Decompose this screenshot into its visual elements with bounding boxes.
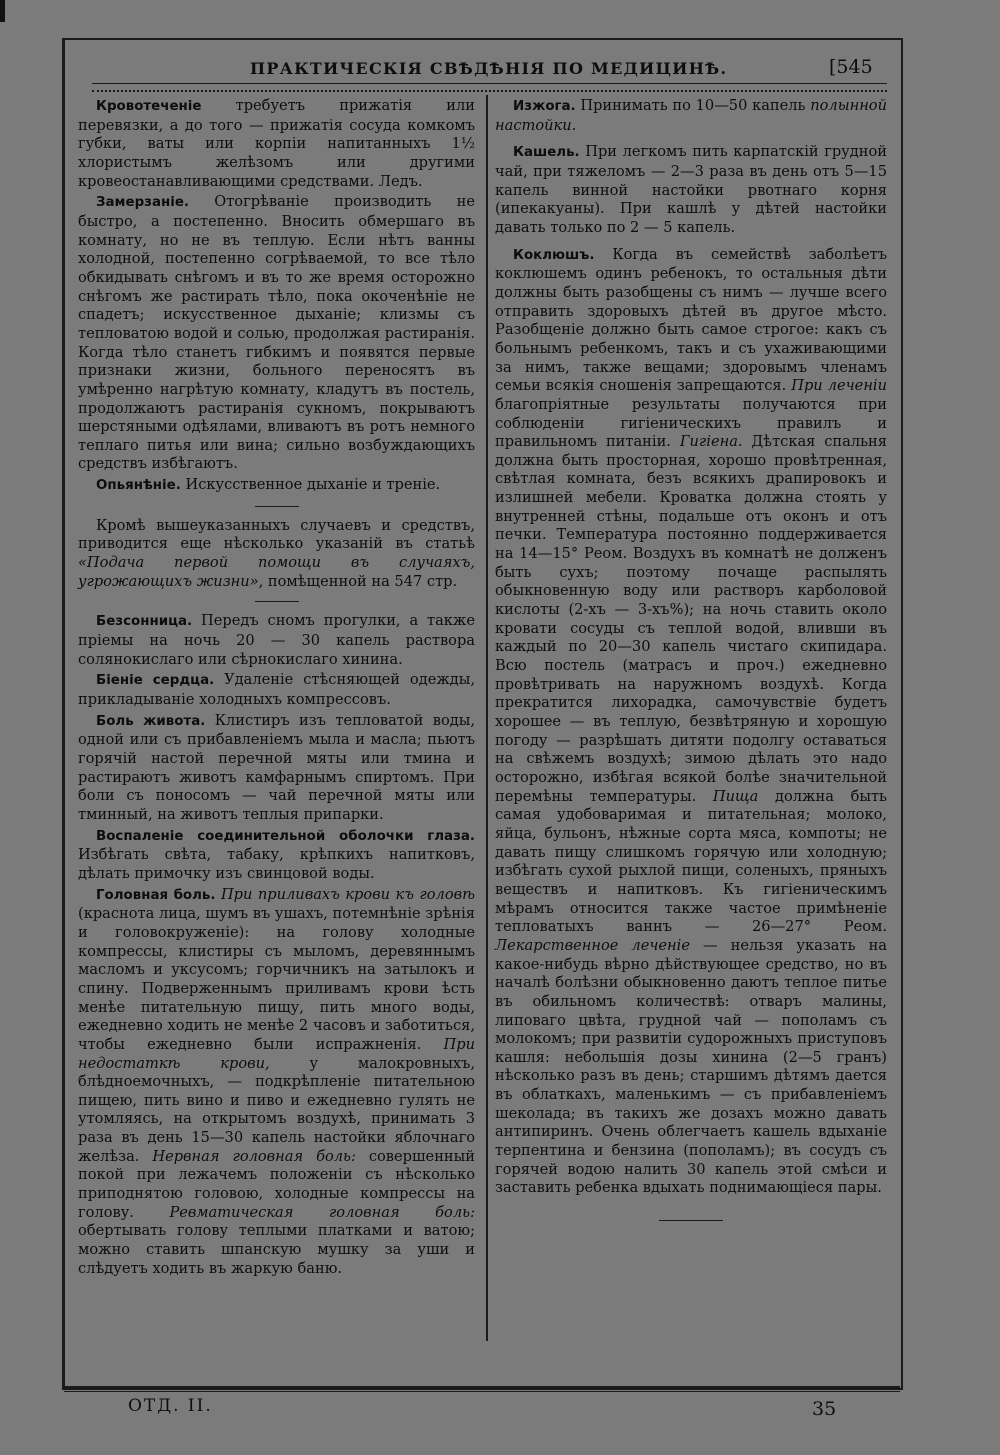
entry-insomnia — [78, 612, 475, 669]
entry-freezing — [78, 193, 475, 474]
entry-heading: Кровотеченіе — [96, 99, 202, 114]
entry-heading: Біеніе сердца. — [96, 673, 215, 689]
bottom-rule — [64, 1386, 900, 1392]
subheading: При леченіи — [786, 377, 887, 395]
entry-heading: Головная боль. — [96, 887, 216, 903]
entry-text: Дѣтская спальня должна быть просторная, хорошо провѣтренная, свѣтлая комната, безъ всякихъ драпировокъ и излишней мебели. Кроватка должна стоять у внутренней стѣны, подальше отъ оконъ и отъ печки. Температура постоянно поддерживается на 14—15° Реом. Воздухъ въ комнатѣ не долженъ быть сухъ; поэтому почаще распылять обыкновенную воду или растворъ карболовой кислоты (2-хъ — 3-хъ%); на ночь ставить около кровати сосуды съ теплой водой, вливши въ каждый по 20—30 капель чистаго скипидара. Всю постель (матрасъ и проч.) ежедневно провѣтривать на наружномъ воздухѣ. Когда прекратится лихорадка, самочувствіе будетъ хорошее — въ теплую, безвѣтряную и хорошую погоду — разрѣшать дитяти подолгу оставаться на свѣжемъ воздухѣ; зимою дѣлать это надо осторожно, избѣгая всякой болѣе значительной перемѣны температуры. — [495, 433, 887, 805]
section-separator — [255, 601, 299, 602]
entry-text: Клистиръ изъ тепловатой воды, одной или съ прибавленіемъ мыла и масла; пьютъ горячій настой перечной мяты или тмина и растираютъ животъ камфарнымъ спиртомъ. При боли съ поносомъ — чай перечной мяты или тминный, на животъ теплыя припарки. — [78, 711, 475, 823]
entry-text: у малокровныхъ, блѣдноемочныхъ, — подкрѣпленіе питательною пищею, пить вино и пиво и ежедневно гулять не утомляясь, на открытомъ воздухѣ, принимать 3 раза въ день 15—30 капель настойки яблочнаго желѣза. — [78, 1054, 475, 1165]
column-divider — [486, 95, 488, 1341]
entry-text: обертывать голову теплыми платками и ватою; можно ставить шпанскую мушку за уши и слѣдуетъ ходить въ жаркую баню. — [78, 1222, 475, 1277]
footer-page-number: 35 — [812, 1398, 837, 1420]
entry-text: совершенный покой при лежачемъ положеніи съ нѣсколько приподнятою головою, холодные компрессы на голову. — [78, 1147, 475, 1221]
entry-text: Когда въ семействѣ заболѣетъ коклюшемъ одинъ ребенокъ, то остальныя дѣти должны быть разобщены съ нимъ — лучше всего отправить здоровыхъ дѣтей въ другое мѣсто. Разобщеніе должно быть самое строгое: какъ съ больнымъ ребенкомъ, такъ и съ ухаживающими за нимъ, также вещами; здоровымъ членамъ семьи всякія сношенія запрещаются. — [495, 245, 887, 395]
subheading: Гигіена. — [670, 433, 743, 451]
entry-stomach-ache — [78, 712, 475, 825]
entry-conjunctivitis — [78, 827, 475, 884]
entry-text: требуетъ прижатія или перевязки, а до того — прижатія сосуда комкомъ губки, ваты или корпіи напитанныхъ 1½ хлористымъ желѣзомъ или другими кровеостанавливающими средствами. Ледъ. — [78, 97, 475, 190]
entry-headache — [78, 886, 475, 1279]
subheading: При приливахъ крови къ головѣ — [215, 885, 476, 903]
article-reference: «Подача первой помощи въ случаяхъ, угрожающихъ жизни» — [78, 554, 475, 590]
entry-text: Принимать по 10—50 капель — [575, 97, 811, 114]
running-title: ПРАКТИЧЕСКІЯ СВѢДѢНІЯ ПО МЕДИЦИНѢ. — [250, 59, 728, 78]
right-column — [495, 97, 887, 1221]
cross-reference-note — [78, 517, 475, 592]
entry-bleeding — [78, 97, 475, 191]
page-number: [545 — [829, 56, 873, 78]
subheading: Нервная головная боль: — [139, 1147, 356, 1165]
section-label: ОТД. II. — [128, 1396, 213, 1416]
note-text: , помѣщенной на 547 стр. — [258, 572, 458, 590]
entry-intoxication — [78, 476, 475, 496]
entry-heartburn — [495, 97, 887, 135]
entry-palpitation — [78, 671, 475, 709]
entry-heading: Кашель. — [513, 145, 580, 161]
remedy-name: полынной настойки. — [495, 97, 887, 134]
entry-whooping-cough — [495, 246, 887, 1198]
entry-heading: Изжога. — [513, 99, 576, 114]
note-text: Кромѣ вышеуказанныхъ случаевъ и средствъ, приводится еще нѣсколько указаній въ статьѣ — [78, 516, 475, 553]
entry-heading: Воспаленіе соединительной оболочки глаза. — [96, 828, 475, 844]
entry-text: благопріятные результаты получаются при соблюденіи гигіеническихъ правилъ и правильномъ питаніи. — [495, 395, 887, 451]
header-rule — [92, 83, 887, 92]
entry-heading: Безсонница. — [96, 614, 193, 630]
entry-text: Избѣгать свѣта, табаку, крѣпкихъ напитковъ, дѣлать примочку изъ свинцовой воды. — [78, 846, 475, 882]
entry-text: Искусственное дыханіе и треніе. — [180, 476, 441, 494]
entry-heading: Замерзаніе. — [96, 195, 189, 211]
entry-text: должна быть самая удобоваримая и питательная; молоко, яйца, бульонъ, нѣжные сорта мяса, компоты; не давать пищу слишкомъ горячую или холодную; избѣгать сухой рыхлой пищи, соленыхъ, пряныхъ веществъ и напитковъ. Къ гигіеническимъ мѣрамъ относится также частое примѣненіе тепловатыхъ ваннъ — 26—27° Реом. — [495, 787, 887, 936]
entry-text: Удаленіе стѣсняющей одежды, прикладываніе холодныхъ компрессовъ. — [78, 671, 476, 709]
subheading: Пища — [696, 787, 759, 805]
entry-text: Передъ сномъ прогулки, а также пріемы на ночь 20 — 30 капель раствора солянокислаго или сѣрнокислаго хинина. — [78, 612, 475, 668]
subheading: Ревматическая головная боль: — [133, 1203, 475, 1221]
entry-cough — [495, 143, 887, 237]
subheading: Лекарственное леченіе — [495, 936, 690, 954]
entry-text: Отогрѣваніе производить не быстро, а постепенно. Вносить обмершаго въ комнату, но не въ теплую. Если нѣтъ ванны холодной, постепенно согрѣваемой, то все тѣло обкидывать снѣгомъ и въ то же время осторожно снѣгомъ же растирать тѣло, пока окоченѣніе не спадетъ; искусственное дыханіе; клизмы съ тепловатою водой и солью, продолжая растиранія. Когда тѣло станетъ гибкимъ и появятся первые признаки жизни, больного переносятъ въ умѣренно нагрѣтую комнату, кладутъ въ постель, продолжаютъ растиранія сукномъ, покрываютъ шерстяными одѣялами, вливаютъ въ ротъ немного теплаго питья или вина; сильно возбуждающихъ средствъ избѣгаютъ. — [78, 193, 475, 473]
entry-text: При легкомъ пить карпатскій грудной чай, при тяжеломъ — 2—3 раза въ день отъ 5—15 капель винной настойки рвотнаго корня (ипекакуаны). При кашлѣ у дѣтей настойки давать только по 2 — 5 капель. — [495, 143, 887, 236]
subheading: При недостаткѣ крови, — [78, 1035, 475, 1072]
end-separator — [659, 1220, 723, 1221]
entry-heading: Коклюшъ. — [513, 247, 595, 263]
left-column — [78, 97, 475, 1278]
scan-edge-mark — [0, 0, 5, 22]
entry-text: — нельзя указать на какое-нибудь вѣрно дѣйствующее средство, но въ началѣ болѣзни обыкновенно даютъ теплое питье въ обильномъ количествѣ: отваръ малины, липоваго цвѣта, грудной чай — пополамъ съ молокомъ; при развитіи судорожныхъ приступовъ кашля: небольшія дозы хинина (2—5 гранъ) нѣсколько разъ въ день; старшимъ дѣтямъ дается въ облаткахъ, маленькимъ — съ прибавленіемъ шеколада; въ такихъ же дозахъ можно давать антипиринъ. Очень облегчаетъ кашель вдыханіе терпентина и бензина (пополамъ); въ сосудъ съ горячей водою налить 30 капель этой смѣси и заставить ребенка вдыхать поднимающіеся пары. — [495, 936, 887, 1197]
entry-heading: Опьянѣніе. — [96, 478, 181, 494]
entry-heading: Боль живота. — [96, 713, 206, 729]
section-separator — [255, 506, 299, 507]
entry-text: (краснота лица, шумъ въ ушахъ, потемнѣніе зрѣнія и головокруженіе): на голову холодные компрессы, клистиры съ мыломъ, деревяннымъ масломъ и уксусомъ; горчичникъ на затылокъ и спину. Подверженнымъ приливамъ крови ѣсть менѣе питательную пищу, пить много воды, ежедневно ходить не менѣе 2 часовъ и заботиться, чтобы ежедневно были испражненія. — [78, 905, 476, 1053]
